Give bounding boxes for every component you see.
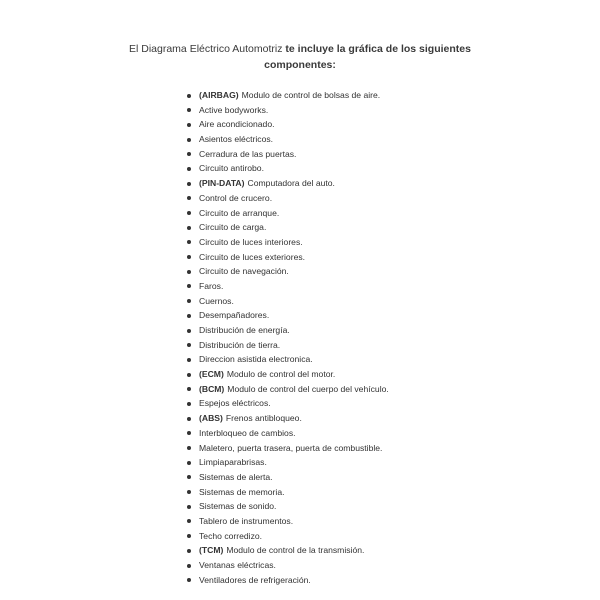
bullet-icon [187, 329, 191, 333]
bullet-icon [187, 270, 191, 274]
list-item [187, 176, 389, 191]
list-item [187, 485, 389, 500]
list-item [187, 514, 389, 529]
bullet-icon [187, 417, 191, 421]
list-item [187, 543, 389, 558]
list-item [187, 529, 389, 544]
list-item [187, 206, 389, 221]
list-item [187, 147, 389, 162]
list-item [187, 308, 389, 323]
list-item [187, 411, 389, 426]
bullet-icon [187, 240, 191, 244]
intro-text: El Diagrama Eléctrico Automotriz [129, 43, 283, 55]
list-item [187, 441, 389, 456]
list-item [187, 396, 389, 411]
bullet-icon [187, 284, 191, 288]
list-item [187, 132, 389, 147]
component-label: Tablero de instrumentos. [199, 515, 294, 526]
list-item [187, 426, 389, 441]
component-label: Frenos antibloqueo. [225, 413, 302, 424]
bullet-icon [187, 519, 191, 523]
bullet-icon [187, 138, 191, 142]
component-label: Computadora del auto. [247, 178, 335, 189]
bullet-icon [187, 549, 191, 553]
component-label: Limpiaparabrisas. [199, 457, 267, 468]
bullet-icon [187, 343, 191, 347]
bullet-icon [187, 446, 191, 450]
list-item [187, 264, 389, 279]
bullet-icon [187, 123, 191, 127]
component-label: Faros. [199, 280, 224, 291]
component-label: Circuito de navegación. [199, 266, 289, 277]
component-label: Modulo de control del motor. [226, 369, 336, 380]
component-label: Active bodyworks. [199, 104, 269, 115]
list-item [187, 250, 389, 265]
list-item [187, 191, 389, 206]
bullet-icon [187, 564, 191, 568]
bullet-icon [187, 226, 191, 230]
component-label: Distribución de energía. [199, 325, 290, 335]
list-item [187, 103, 389, 118]
bullet-icon [187, 314, 191, 318]
list-item [187, 88, 389, 103]
bullet-icon [187, 108, 191, 112]
component-label: Circuito de luces exteriores. [199, 251, 306, 262]
list-item [187, 235, 389, 250]
component-label: Aire acondicionado. [199, 119, 275, 130]
bullet-icon [187, 431, 191, 435]
component-label: Direccion asistida electronica. [199, 354, 313, 365]
list-item [187, 161, 389, 176]
list-item [187, 382, 389, 397]
list-item [187, 499, 389, 514]
list-item [187, 352, 389, 367]
list-item [187, 470, 389, 485]
component-label: Ventiladores de refrigeración. [199, 574, 311, 585]
component-label: Desempañadores. [199, 310, 270, 321]
component-code: (ABS) [199, 413, 223, 424]
intro-bold-text-line2: componentes: [264, 59, 336, 71]
intro-bold-text: te incluye la gráfica de los siguientes [285, 43, 471, 55]
bullet-icon [187, 167, 191, 171]
component-label: Control de crucero. [199, 192, 273, 203]
bullet-icon [187, 299, 191, 303]
component-code: (BCM) [199, 383, 225, 394]
list-item [187, 117, 389, 132]
list-item [187, 367, 389, 382]
bullet-icon [187, 505, 191, 509]
component-label: Sistemas de sonido. [199, 501, 277, 512]
component-label: Circuito de arranque. [199, 207, 280, 218]
bullet-icon [187, 211, 191, 215]
list-item [187, 558, 389, 573]
component-label: Modulo de control de bolsas de aire. [241, 90, 381, 100]
component-label: Espejos eléctricos. [199, 398, 271, 409]
bullet-icon [187, 490, 191, 494]
component-code: (ECM) [199, 369, 224, 380]
list-item [187, 220, 389, 235]
intro-heading [0, 41, 600, 73]
component-label: Ventanas eléctricas. [199, 560, 276, 570]
bullet-icon [187, 94, 191, 98]
list-item [187, 279, 389, 294]
component-label: Techo corredizo. [199, 530, 263, 541]
bullet-icon [187, 358, 191, 362]
list-item [187, 294, 389, 309]
component-label: Asientos eléctricos. [199, 134, 274, 145]
component-label: Maletero, puerta trasera, puerta de combustible. [199, 442, 383, 453]
bullet-icon [187, 387, 191, 391]
component-label: Distribución de tierra. [199, 339, 281, 350]
list-item [187, 338, 389, 353]
list-item [187, 323, 389, 338]
bullet-icon [187, 578, 191, 582]
component-code: (PIN-DATA) [199, 178, 245, 189]
bullet-icon [187, 373, 191, 377]
component-label: Circuito de luces interiores. [199, 236, 303, 247]
list-item [187, 455, 389, 470]
bullet-icon [187, 475, 191, 479]
component-label: Modulo de control del cuerpo del vehículo. [227, 383, 389, 394]
bullet-icon [187, 196, 191, 200]
bullet-icon [187, 402, 191, 406]
list-item [187, 573, 389, 588]
component-label: Cuernos. [199, 295, 234, 306]
component-label: Interbloqueo de cambios. [199, 427, 296, 438]
component-label: Sistemas de memoria. [199, 486, 285, 497]
bullet-icon [187, 534, 191, 538]
component-label: Circuito antirobo. [199, 163, 264, 174]
component-label: Cerradura de las puertas. [199, 148, 297, 159]
bullet-icon [187, 152, 191, 156]
component-code: (TCM) [199, 545, 224, 556]
component-label: Circuito de carga. [199, 222, 267, 233]
components-list [187, 88, 389, 587]
component-code: (AIRBAG) [199, 90, 239, 100]
bullet-icon [187, 255, 191, 259]
component-label: Modulo de control de la transmisión. [226, 545, 365, 556]
component-label: Sistemas de alerta. [199, 471, 273, 482]
bullet-icon [187, 182, 191, 186]
bullet-icon [187, 461, 191, 465]
